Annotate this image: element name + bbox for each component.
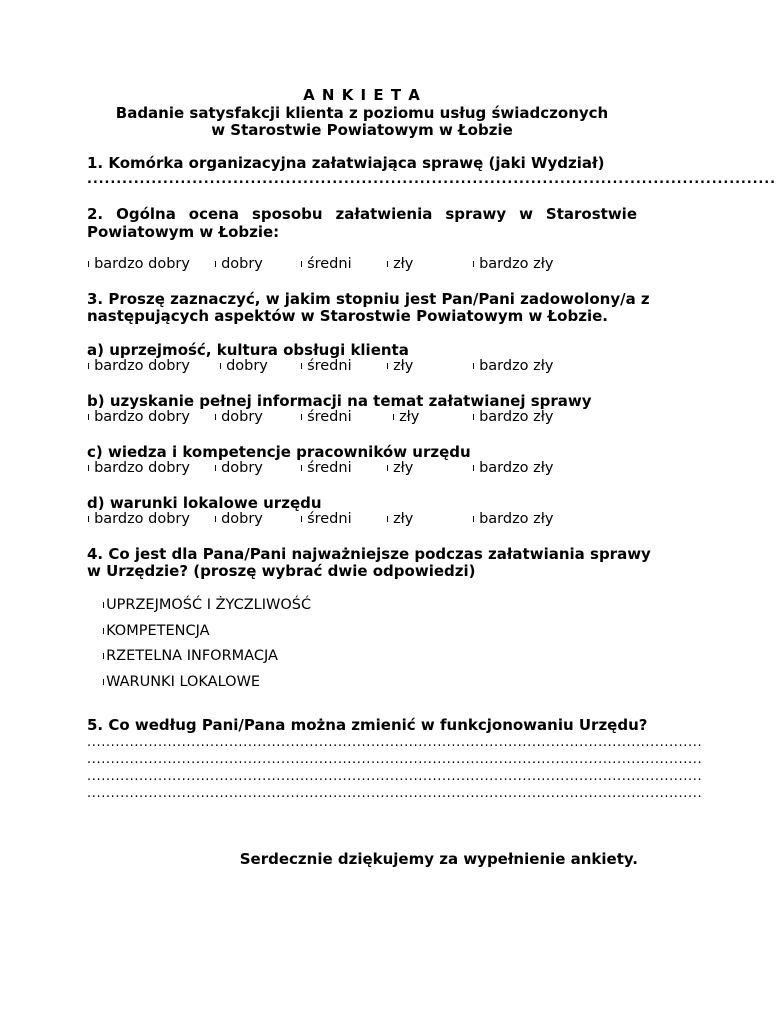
checkbox-marker-icon: ı [472,461,476,474]
survey-title: A N K I E T A [303,86,421,104]
q3c-option-very-good[interactable]: ı bardzo dobry [87,460,190,476]
checkbox-marker-icon: ı [214,512,218,525]
question-5-answer-line[interactable]: .................................................................................................................................. [87,735,703,750]
q2-option-bad[interactable]: ı zły [386,256,414,272]
checkbox-marker-icon: ı [214,410,218,423]
checkbox-marker-icon: ı [300,410,304,423]
q3c-option-average[interactable]: ı średni [300,460,352,476]
question-1: 1. Komórka organizacyjna załatwiająca sprawę (jaki Wydział) [87,154,605,172]
question-3b: b) uzyskanie pełnej informacji na temat załatwianej sprawy [87,392,592,410]
q3b-option-average[interactable]: ı średni [300,409,352,425]
checkbox-marker-icon: ı [386,257,390,270]
checkbox-marker-icon: ı [102,598,106,611]
question-1-answer-line[interactable]: ...................................................................................................................... [87,172,776,187]
checkbox-marker-icon: ı [87,359,91,372]
checkbox-marker-icon: ı [300,461,304,474]
q4-option-premises[interactable]: ıWARUNKI LOKALOWE [102,674,261,690]
q3a-option-average[interactable]: ı średni [300,358,352,374]
q3b-option-bad[interactable]: ı zły [392,409,420,425]
q3c-option-good[interactable]: ı dobry [214,460,263,476]
checkbox-marker-icon: ı [392,410,396,423]
checkbox-marker-icon: ı [300,512,304,525]
q3d-option-bad[interactable]: ı zły [386,511,414,527]
checkbox-marker-icon: ı [472,512,476,525]
q4-option-competence[interactable]: ıKOMPETENCJA [102,623,210,639]
checkbox-marker-icon: ı [102,675,106,688]
q2-option-very-good[interactable]: ı bardzo dobry [87,256,190,272]
survey-subtitle-line1: Badanie satysfakcji klienta z poziomu usług świadczonych [115,104,609,122]
q3a-option-bad[interactable]: ı zły [386,358,414,374]
q3a-option-good[interactable]: ı dobry [219,358,268,374]
q3d-option-average[interactable]: ı średni [300,511,352,527]
checkbox-marker-icon: ı [102,624,106,637]
checkbox-marker-icon: ı [219,359,223,372]
checkbox-marker-icon: ı [214,461,218,474]
q3d-option-good[interactable]: ı dobry [214,511,263,527]
checkbox-marker-icon: ı [87,257,91,270]
checkbox-marker-icon: ı [386,359,390,372]
checkbox-marker-icon: ı [472,257,476,270]
checkbox-marker-icon: ı [386,461,390,474]
q3c-option-very-bad[interactable]: ı bardzo zły [472,460,554,476]
q3c-option-bad[interactable]: ı zły [386,460,414,476]
question-2-line2: Powiatowym w Łobzie: [87,223,280,241]
checkbox-marker-icon: ı [386,512,390,525]
question-5-answer-line[interactable]: .................................................................................................................................. [87,786,703,801]
checkbox-marker-icon: ı [472,410,476,423]
checkbox-marker-icon: ı [102,649,106,662]
checkbox-marker-icon: ı [472,359,476,372]
question-2-line1: 2. Ogólna ocena sposobu załatwienia sprawy w Starostwie [87,205,637,223]
q2-option-very-bad[interactable]: ı bardzo zły [472,256,554,272]
q3b-option-good[interactable]: ı dobry [214,409,263,425]
question-3c: c) wiedza i kompetencje pracowników urzędu [87,443,471,461]
question-3-line2: następujących aspektów w Starostwie Powiatowym w Łobzie. [87,307,608,325]
question-3a: a) uprzejmość, kultura obsługi klienta [87,341,409,359]
q4-option-reliable-info[interactable]: ıRZETELNA INFORMACJA [102,648,278,664]
question-3-line1: 3. Proszę zaznaczyć, w jakim stopniu jest Pan/Pani zadowolony/a z [87,290,650,308]
thank-you-note: Serdecznie dziękujemy za wypełnienie ankiety. [239,850,638,868]
question-4-line2: w Urzędzie? (proszę wybrać dwie odpowiedzi) [87,562,476,580]
question-3d: d) warunki lokalowe urzędu [87,494,322,512]
q2-option-good[interactable]: ı dobry [214,256,263,272]
q3b-option-very-good[interactable]: ı bardzo dobry [87,409,190,425]
checkbox-marker-icon: ı [87,461,91,474]
question-5: 5. Co według Pani/Pana można zmienić w funkcjonowaniu Urzędu? [87,716,648,734]
checkbox-marker-icon: ı [214,257,218,270]
q3a-option-very-good[interactable]: ı bardzo dobry [87,358,190,374]
q3b-option-very-bad[interactable]: ı bardzo zły [472,409,554,425]
question-5-answer-line[interactable]: .................................................................................................................................. [87,752,703,767]
q3d-option-very-bad[interactable]: ı bardzo zły [472,511,554,527]
q3d-option-very-good[interactable]: ı bardzo dobry [87,511,190,527]
question-4-line1: 4. Co jest dla Pana/Pani najważniejsze podczas załatwiania sprawy [87,545,651,563]
q2-option-average[interactable]: ı średni [300,256,352,272]
checkbox-marker-icon: ı [300,257,304,270]
q3a-option-very-bad[interactable]: ı bardzo zły [472,358,554,374]
q4-option-courtesy[interactable]: ıUPRZEJMOŚĆ I ŻYCZLIWOŚĆ [102,597,312,613]
checkbox-marker-icon: ı [300,359,304,372]
survey-subtitle-line2: w Starostwie Powiatowym w Łobzie [211,121,513,139]
checkbox-marker-icon: ı [87,512,91,525]
checkbox-marker-icon: ı [87,410,91,423]
question-5-answer-line[interactable]: .................................................................................................................................. [87,769,703,784]
